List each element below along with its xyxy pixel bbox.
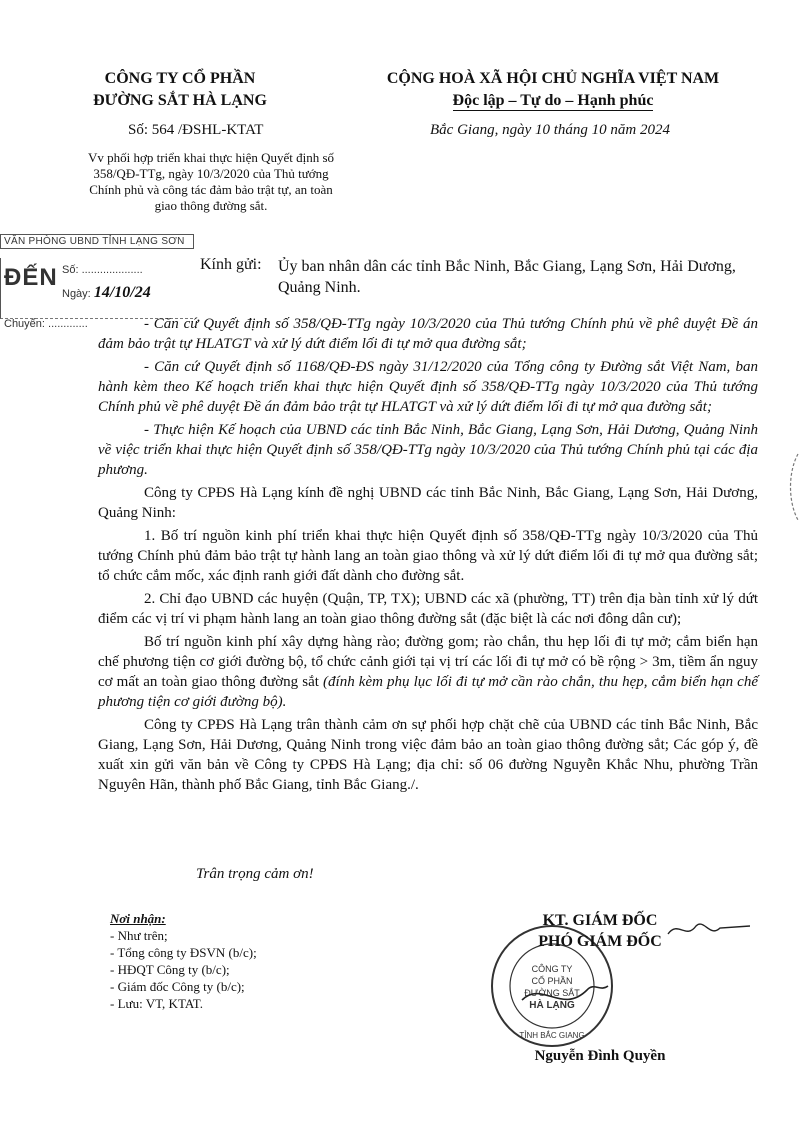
document-body	[98, 314, 758, 798]
recipients-list	[110, 910, 257, 1012]
recipient-label: Kính gửi:	[200, 256, 262, 273]
stamp-office: VĂN PHÒNG UBND TỈNH LẠNG SƠN	[0, 234, 194, 249]
recipient-text: Ủy ban nhân dân các tỉnh Bắc Ninh, Bắc Giang, Lạng Sơn, Hải Dương, Quảng Ninh.	[278, 258, 736, 296]
closing-paragraph: Công ty CPĐS Hà Lạng trân thành cảm ơn sự phối hợp chặt chẽ của UBND các tỉnh Bắc Ninh, Bắc Giang, Lạng Sơn, Hải Dương, Quảng Ninh trong việc đảm bảo an toàn giao thông đường sắt; Các góp ý, đề xuất xin gửi văn bản về Công ty CPĐS Hà Lạng; địa chỉ: số 06 đường Nguyễn Khắc Nhu, phường Trần Nguyên Hãn, thành phố Bắc Giang, tỉnh Bắc Giang./.	[98, 717, 758, 793]
svg-text:CỔ PHẦN: CỔ PHẦN	[531, 976, 573, 986]
recipients-item: - Tổng công ty ĐSVN (b/c);	[110, 945, 257, 960]
recipients-item: - Như trên;	[110, 928, 168, 943]
item-2: 2. Chỉ đạo UBND các huyện (Quận, TP, TX); UBND các xã (phường, TT) trên địa bàn tỉnh xử lý dứt điểm các vị trí vi phạm hành lang an toàn giao thông đường sắt (đặc biệt là các nơi đông dân cư);	[98, 591, 758, 627]
recipients-item: - Lưu: VT, KTAT.	[110, 996, 204, 1011]
stamp-ngay-label: Ngày:	[62, 288, 91, 300]
org-line-2: ĐƯỜNG SẮT HÀ LẠNG	[93, 92, 267, 109]
issuing-organization	[80, 68, 280, 112]
basis-3: - Thực hiện Kế hoạch của UBND các tỉnh Bắc Ninh, Bắc Giang, Lạng Sơn, Hải Dương, Quảng Ninh về việc triển khai thực hiện Quyết định số 358/QĐ-TTg ngày 10/3/2020 của Thủ tướng Chính phủ tại các địa phương.	[98, 422, 758, 478]
sign-line-2: PHÓ GIÁM ĐỐC	[538, 933, 662, 950]
stamp-ngay-value: 14/10/24	[93, 284, 151, 301]
sign-line-1: KT. GIÁM ĐỐC	[542, 912, 658, 929]
svg-text:HÀ LẠNG: HÀ LẠNG	[529, 1000, 575, 1011]
org-line-1: CÔNG TY CỔ PHẦN	[104, 70, 256, 87]
item-2b-main: Bố trí nguồn kinh phí xây dựng hàng rào; đường gom; rào chắn, thu hẹp lối đi tự mở; cắm biển hạn chế phương tiện cơ giới đường bộ, tổ chức cảnh giới tại vị trí các lối đi tự mở có bề rộng > 3m, tiềm ẩn nguy cơ mất an toàn giao thông đường sắt	[98, 634, 758, 690]
item-2b-italic: (đính kèm phụ lục lối đi tự mở cần rào chắn, thu hẹp, cắm biển hạn chế phương tiện cơ giới đường bộ).	[98, 674, 758, 710]
svg-text:TỈNH BẮC GIANG: TỈNH BẮC GIANG	[519, 1031, 585, 1040]
thanks-line: Trân trọng cảm ơn!	[196, 866, 314, 882]
stamp-ngay	[62, 284, 151, 302]
svg-text:CÔNG TY: CÔNG TY	[531, 964, 573, 974]
document-number: Số: 564 /ĐSHL-KTAT	[128, 122, 264, 138]
item-2b	[98, 632, 758, 712]
national-heading	[348, 68, 758, 112]
subject: Vv phối hợp triển khai thực hiện Quyết định số 358/QĐ-TTg, ngày 10/3/2020 của Thủ tướng Chính phủ và công tác đảm bảo trật tự, an toàn giao thông đường sắt.	[87, 150, 335, 213]
nation-name: CỘNG HOÀ XÃ HỘI CHỦ NGHĨA VIỆT NAM	[386, 70, 720, 87]
request-paragraph: Công ty CPĐS Hà Lạng kính đề nghị UBND các tỉnh Bắc Ninh, Bắc Giang, Lạng Sơn, Hải Dương, Quảng Ninh:	[98, 485, 758, 521]
item-1: 1. Bố trí nguồn kinh phí triển khai thực hiện Quyết định số 358/QĐ-TTg ngày 10/3/2020 của Thủ tướng Chính phủ đảm bảo trật tự hành lang an toàn giao thông và xử lý dứt điểm lối đi tự mở qua đường sắt; tổ chức cắm mốc, xác định ranh giới đất dành cho đường sắt.	[98, 528, 758, 584]
basis-2: - Căn cứ Quyết định số 1168/QĐ-ĐS ngày 31/12/2020 của Tổng công ty Đường sắt Việt Nam, ban hành kèm theo Kế hoạch triển khai thực hiện Quyết định số 358/QĐ-TTg ngày 10/3/2020 của Thủ tướng Chính phủ về phê duyệt Đề án đảm bảo trật tự HLATGT và xử lý dứt điểm lối đi tự mở qua đường sắt;	[98, 359, 758, 415]
seal-inner-ring	[510, 944, 594, 1028]
stamp-den: ĐẾN	[4, 264, 58, 291]
place-date: Bắc Giang, ngày 10 tháng 10 năm 2024	[430, 122, 670, 138]
svg-text:ĐƯỜNG SẮT: ĐƯỜNG SẮT	[524, 988, 580, 998]
motto	[348, 90, 758, 112]
stamp-chuyen: Chuyển: .............	[4, 318, 88, 330]
recipients-header: Nơi nhận:	[110, 911, 166, 926]
recipients-item: - HĐQT Công ty (b/c);	[110, 962, 230, 977]
motto-text: Độc lập – Tự do – Hạnh phúc	[452, 92, 654, 109]
margin-hole-mark	[786, 452, 800, 522]
stamp-so: Số: ....................	[62, 264, 143, 276]
signer-name: Nguyễn Đình Quyền	[534, 1048, 666, 1064]
initial-scribble	[664, 916, 754, 942]
recipients-item: - Giám đốc Công ty (b/c);	[110, 979, 245, 994]
basis-1: - Căn cứ Quyết định số 358/QĐ-TTg ngày 10/3/2020 của Thủ tướng Chính phủ về phê duyệt Đề án đảm bảo trật tự HLATGT và xử lý dứt điểm lối đi tự mở qua đường sắt;	[98, 316, 758, 352]
